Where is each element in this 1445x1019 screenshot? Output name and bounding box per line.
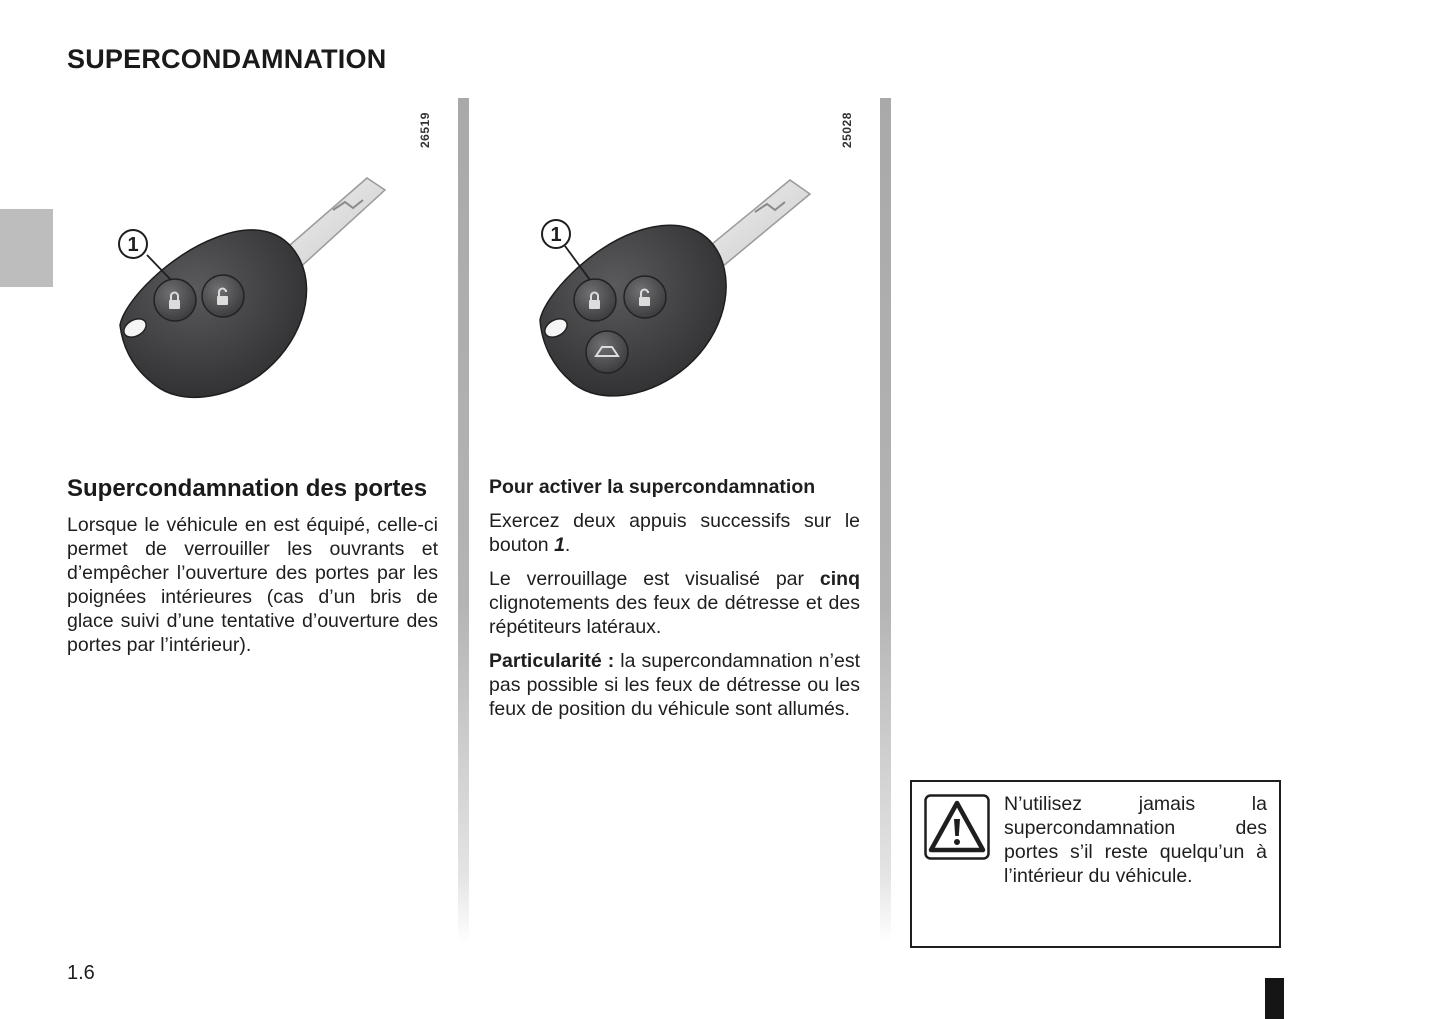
page-title: SUPERCONDAMNATION bbox=[67, 44, 387, 74]
three-button-key-fob-illustration bbox=[510, 160, 850, 430]
page-corner-mark bbox=[1265, 978, 1284, 1019]
text-span: Exercez deux appuis successifs sur le bouton bbox=[489, 510, 860, 556]
figure-reference-1: 26519 bbox=[418, 112, 432, 148]
callout-number-1: 1 bbox=[550, 224, 562, 246]
trunk-button bbox=[586, 331, 628, 373]
lock-button bbox=[154, 279, 196, 321]
callout-number-1: 1 bbox=[127, 234, 139, 256]
paragraph-particularity bbox=[489, 649, 860, 721]
bold-text: cinq bbox=[819, 568, 860, 590]
warning-box bbox=[910, 780, 1281, 948]
paragraph-flashes bbox=[489, 567, 860, 639]
chapter-tab bbox=[0, 209, 53, 287]
middle-column bbox=[489, 475, 860, 731]
paragraph-press-button bbox=[489, 509, 860, 557]
section-heading: Supercondamnation des portes bbox=[67, 475, 428, 502]
unlock-button bbox=[624, 276, 666, 318]
lock-button bbox=[574, 279, 616, 321]
button-reference: 1 bbox=[554, 534, 565, 556]
warning-triangle-icon bbox=[924, 794, 990, 860]
paragraph: Lorsque le véhicule en est équipé, celle-ci permet de verrouiller les ouvrants et d’empêcher l’ouverture des portes par les poignées intérieures (cas d’un bris de glace suivi d’une tentative d’ouverture des portes par l’intérieur). bbox=[67, 514, 438, 656]
column-divider-left bbox=[458, 98, 469, 943]
unlock-button bbox=[202, 275, 244, 317]
text-span: clignotements des feux de détresse et des répétiteurs latéraux. bbox=[489, 592, 860, 638]
text-span: Le verrouillage est visualisé par bbox=[489, 568, 820, 590]
figure-reference-2: 25028 bbox=[840, 112, 854, 148]
column-divider-right bbox=[880, 98, 891, 943]
left-column bbox=[67, 475, 438, 667]
activation-heading: Pour activer la supercondamnation bbox=[489, 476, 816, 498]
bold-text: Particularité : bbox=[489, 650, 615, 672]
page-number: 1.6 bbox=[67, 962, 95, 984]
warning-text: N’utilisez jamais la supercondamnation des portes s’il reste quelqu’un à l’intérieur du véhicule. bbox=[1004, 793, 1267, 887]
two-button-key-fob-illustration bbox=[95, 160, 425, 430]
text-span: . bbox=[564, 534, 571, 556]
text-span: la supercondamnation n’est pas possible si les feux de détresse ou les feux de position du véhicule sont allumés. bbox=[489, 650, 860, 720]
